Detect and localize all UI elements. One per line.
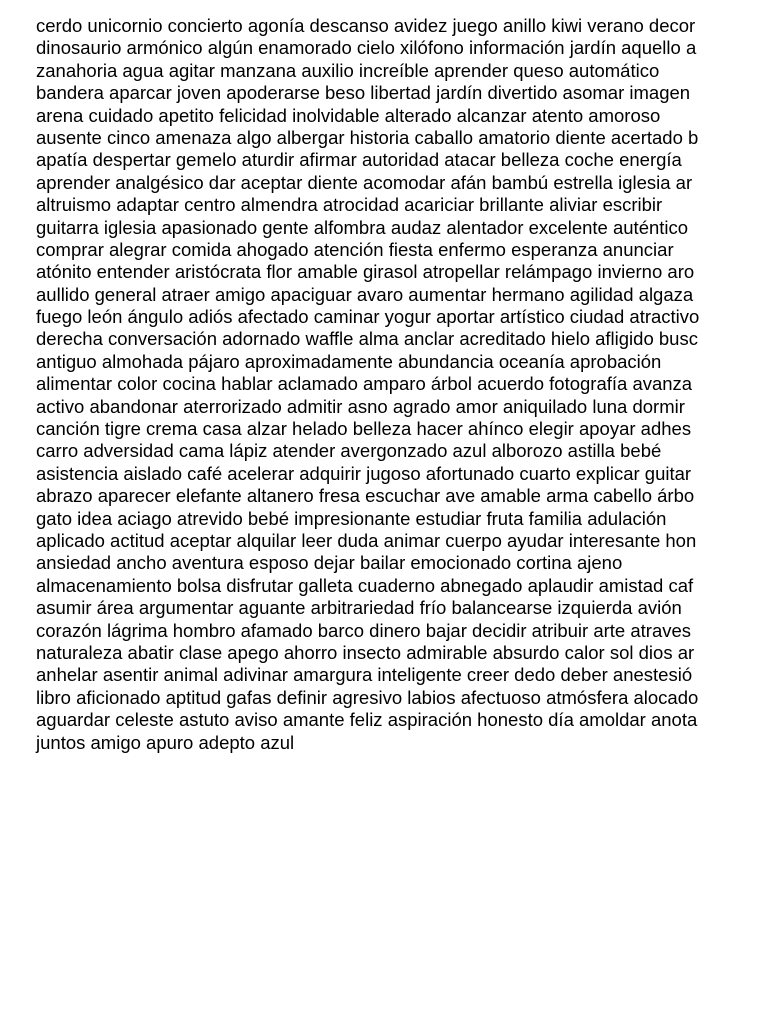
text-line-31: libro aficionado aptitud gafas definir agresivo labios afectuoso atmósfera alocado: [36, 686, 699, 708]
text-line-15: derecha conversación adornado waffle alma anclar acreditado hielo afligido busc: [36, 328, 698, 350]
text-line-18: activo abandonar aterrorizado admitir asno agrado amor aniquilado luna dormir: [36, 395, 685, 417]
text-line-32: aguardar celeste astuto aviso amante feliz aspiración honesto día amoldar anota: [36, 709, 698, 731]
text-line-21: asistencia aislado café acelerar adquirir jugoso afortunado cuarto explicar guitar: [36, 462, 692, 484]
text-line-13: aullido general atraer amigo apaciguar avaro aumentar hermano agilidad algaza: [36, 283, 694, 305]
text-line-30: anhelar asentir animal adivinar amargura inteligente creer dedo deber anestesió: [36, 664, 693, 686]
text-line-4: bandera aparcar joven apoderarse beso libertad jardín divertido asomar imagen: [36, 82, 691, 104]
text-line-17: alimentar color cocina hablar aclamado amparo árbol acuerdo fotografía avanza: [36, 373, 693, 395]
text-line-19: canción tigre crema casa alzar helado belleza hacer ahínco elegir apoyar adhes: [36, 418, 692, 440]
text-line-24: aplicado actitud aceptar alquilar leer duda animar cuerpo ayudar interesante hon: [36, 529, 697, 551]
text-line-3: zanahoria agua agitar manzana auxilio increíble aprender queso automático: [36, 59, 660, 81]
word-list-text: [36, 15, 699, 754]
text-line-6: ausente cinco amenaza algo albergar historia caballo amatorio diente acertado b: [36, 126, 699, 148]
text-line-10: guitarra iglesia apasionado gente alfombra audaz alentador excelente auténtico: [36, 216, 689, 238]
text-line-27: asumir área argumentar aguante arbitrariedad frío balancearse izquierda avión: [36, 597, 682, 619]
text-line-12: atónito entender aristócrata flor amable girasol atropellar relámpago invierno aro: [36, 261, 695, 283]
text-line-11: comprar alegrar comida ahogado atención fiesta enfermo esperanza anunciar: [36, 238, 674, 260]
text-line-16: antiguo almohada pájaro aproximadamente abundancia oceanía aprobación: [36, 350, 662, 372]
text-line-29: naturaleza abatir clase apego ahorro insecto admirable absurdo calor sol dios ar: [36, 641, 695, 663]
text-line-9: altruismo adaptar centro almendra atrocidad acariciar brillante aliviar escribir: [36, 194, 663, 216]
text-line-28: corazón lágrima hombro afamado barco dinero bajar decidir atribuir arte atraves: [36, 619, 692, 641]
text-line-25: ansiedad ancho aventura esposo dejar bailar emocionado cortina ajeno: [36, 552, 623, 574]
text-line-22: abrazo aparecer elefante altanero fresa escuchar ave amable arma cabello árbo: [36, 485, 695, 507]
text-line-20: carro adversidad cama lápiz atender avergonzado azul alborozo astilla bebé: [36, 440, 662, 462]
text-line-5: arena cuidado apetito felicidad inolvidable alterado alcanzar atento amoroso: [36, 104, 661, 126]
text-line-8: aprender analgésico dar aceptar diente acomodar afán bambú estrella iglesia ar: [36, 171, 693, 193]
text-line-2: dinosaurio armónico algún enamorado cielo xilófono información jardín aquello a: [36, 37, 697, 59]
text-line-1: cerdo unicornio concierto agonía descanso avidez juego anillo kiwi verano decor: [36, 15, 696, 36]
text-line-26: almacenamiento bolsa disfrutar galleta cuaderno abnegado aplaudir amistad caf: [36, 574, 694, 596]
text-line-33: juntos amigo apuro adepto azul: [36, 731, 295, 753]
text-line-14: fuego león ángulo adiós afectado caminar yogur aportar artístico ciudad atractivo: [36, 306, 700, 328]
text-line-7: apatía despertar gemelo aturdir afirmar autoridad atacar belleza coche energía: [36, 149, 682, 171]
text-line-23: gato idea aciago atrevido bebé impresionante estudiar fruta familia adulación: [36, 507, 667, 529]
